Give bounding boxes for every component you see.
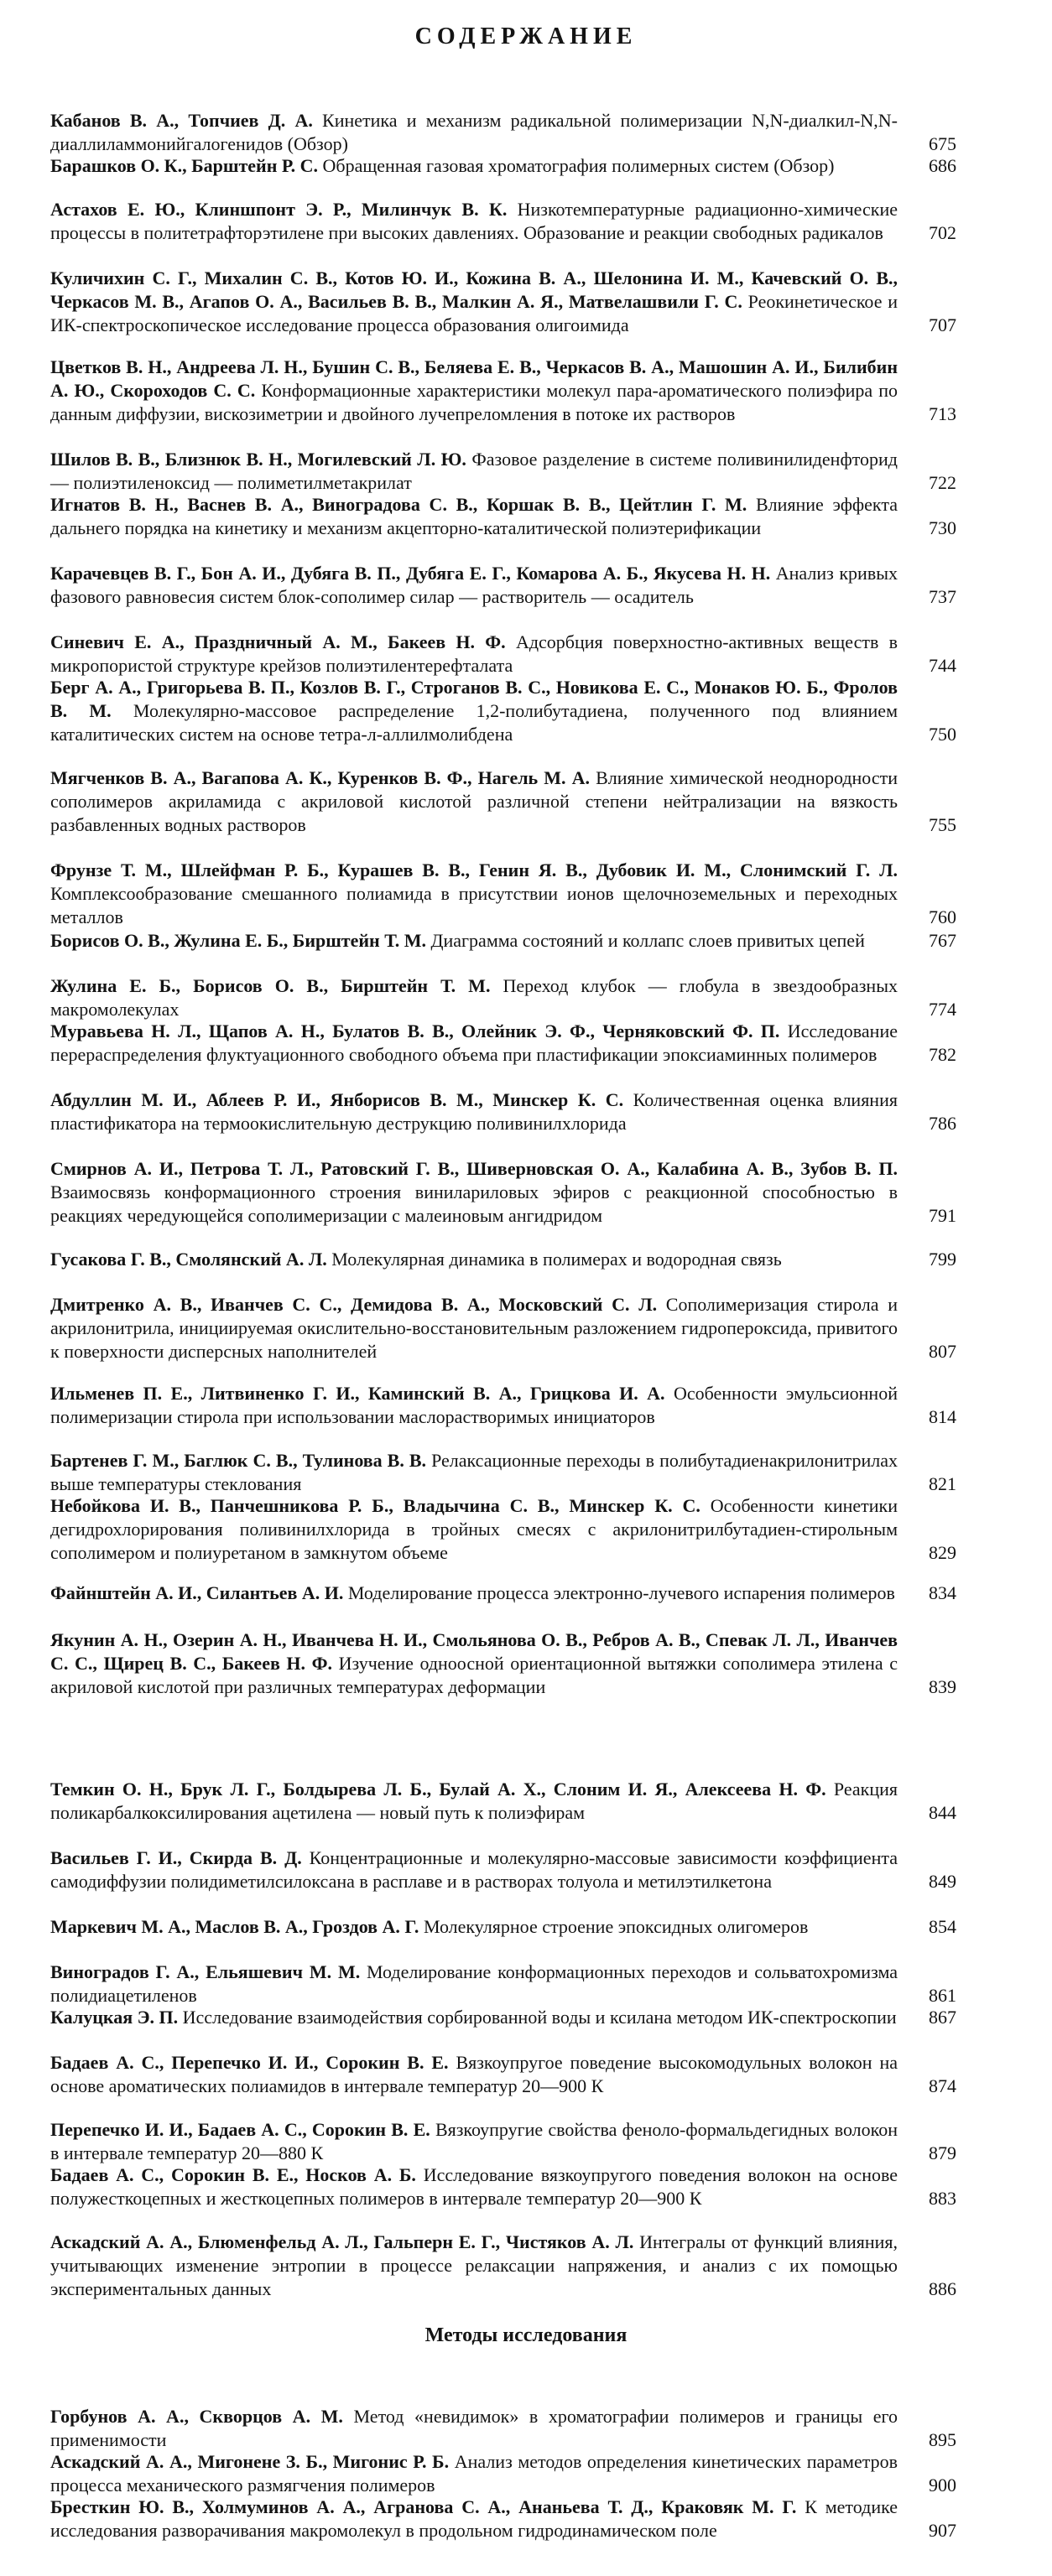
toc-page-number: 834	[929, 1582, 956, 1603]
toc-entry-text	[50, 267, 898, 337]
toc-entry	[50, 766, 956, 837]
toc-title: Влияние химической неоднородности сополимеров акриламида с акриловой кислотой различной степени нейтрализации на вязкость разбавленных водных растворов	[50, 767, 898, 835]
toc-title: Комплексообразование смешанного полиамида в присутствии ионов щелочноземельных и переходных металлов	[50, 883, 898, 927]
toc-authors: Дмитренко А. В., Иванчев С. С., Демидова В. А., Московский С. Л.	[50, 1294, 658, 1315]
toc-entry-text	[50, 1157, 898, 1228]
toc-authors: Карачевцев В. Г., Бон А. И., Дубяга В. П., Дубяга Е. Г., Комарова А. Б., Якусева Н. Н.	[50, 563, 771, 584]
toc-authors: Гусакова Г. В., Смолянский А. Л.	[50, 1249, 327, 1270]
toc-page-number: 722	[929, 472, 956, 493]
toc-page-number: 707	[929, 314, 956, 335]
toc-title: Вязкоупругое поведение высокомодульных волокон на основе ароматических полиамидов в интервале температур 20—900 К	[50, 2052, 898, 2096]
toc-entry-text	[50, 1778, 898, 1825]
toc-page-number: 767	[929, 930, 956, 951]
toc-entry	[50, 2118, 956, 2165]
toc-page-number: 702	[929, 222, 956, 243]
toc-entry	[50, 2231, 956, 2301]
toc-page-number: 861	[929, 1985, 956, 2006]
toc-entry	[50, 1020, 956, 1067]
toc-entry-text	[50, 631, 898, 678]
toc-page-number: 807	[929, 1341, 956, 1362]
toc-title: Моделирование процесса электронно-лучевого испарения полимеров	[343, 1582, 895, 1603]
toc-page-number: 782	[929, 1044, 956, 1065]
toc-authors: Небойкова И. В., Панчешникова Р. Б., Владычина С. В., Минскер К. С.	[50, 1495, 700, 1516]
toc-entry	[50, 1293, 956, 1363]
toc-entry-text	[50, 1248, 898, 1271]
toc-title: Молекулярная динамика в полимерах и водородная связь	[326, 1249, 782, 1270]
toc-title: Релаксационные переходы в полибутадиенакрилонитрилах выше температуры стеклования	[50, 1450, 898, 1494]
toc-title: Сополимеризация стирола и акрилонитрила, инициируемая окислительно-восстановительным разложением гидропероксида, привитого к поверхности дисперсных наполнителей	[50, 1294, 898, 1362]
toc-authors: Горбунов А. А., Скворцов А. М.	[50, 2406, 343, 2427]
toc-entry	[50, 493, 956, 540]
toc-page-number: 686	[929, 155, 956, 176]
toc-entry	[50, 2051, 956, 2098]
toc-entry-text	[50, 356, 898, 426]
toc-entry-text	[50, 676, 898, 746]
toc-authors: Маркевич М. А., Маслов В. А., Гроздов А. Г.	[50, 1916, 419, 1937]
toc-page-number: 879	[929, 2142, 956, 2163]
toc-title: Исследование вязкоупругого поведения волокон на основе полужесткоцепных и жесткоцепных полимеров в интервале температур 20—900 К	[50, 2164, 898, 2209]
toc-entry	[50, 1628, 956, 1699]
toc-entry-text	[50, 154, 898, 178]
toc-authors: Васильев Г. И., Скирда В. Д.	[50, 1847, 302, 1868]
toc-entry	[50, 562, 956, 609]
toc-page-number: 730	[929, 517, 956, 538]
toc-authors: Бадаев А. С., Перепечко И. И., Сорокин В. Е.	[50, 2052, 449, 2073]
toc-page-number: 750	[929, 724, 956, 745]
toc-page-number: 907	[929, 2520, 956, 2541]
toc-title: Особенности эмульсионной полимеризации стирола при использовании маслорастворимых инициаторов	[50, 1383, 898, 1427]
toc-title: Метод «невидимок» в хроматографии полимеров и границы его применимости	[50, 2406, 898, 2450]
toc-authors: Фрунзе Т. М., Шлейфман Р. Б., Курашев В. В., Генин Я. В., Дубовик И. М., Слонимский Г. Л.	[50, 860, 898, 880]
toc-page-number: 854	[929, 1916, 956, 1937]
toc-page-number: 737	[929, 586, 956, 607]
contents-heading: СОДЕРЖАНИЕ	[414, 23, 638, 49]
toc-entry-text	[50, 2450, 898, 2497]
toc-authors: Жулина Е. Б., Борисов О. В., Бирштейн Т. М.	[50, 975, 491, 996]
toc-entry-text	[50, 1846, 898, 1893]
toc-title: Диаграмма состояний и коллапс слоев привитых цепей	[425, 930, 865, 951]
toc-entry-text	[50, 1088, 898, 1135]
toc-entry	[50, 154, 956, 178]
toc-page-number: 900	[929, 2475, 956, 2496]
toc-title: Переход клубок — глобула в звездообразных макромолекулах	[50, 975, 898, 1020]
toc-authors: Борисов О. В., Жулина Е. Б., Бирштейн Т. М.	[50, 930, 426, 951]
toc-authors: Аскадский А. А., Мигонене З. Б., Мигонис Р. Б.	[50, 2451, 450, 2472]
toc-page-number: 760	[929, 906, 956, 927]
toc-entry	[50, 929, 956, 953]
toc-title: Изучение одноосной ориентационной вытяжки сополимера этилена с акриловой кислотой при различных температурах деформации	[50, 1653, 898, 1697]
toc-entry	[50, 1961, 956, 2007]
toc-entry-text	[50, 1449, 898, 1496]
toc-entry-text	[50, 2496, 898, 2542]
toc-page-number: 886	[929, 2278, 956, 2299]
toc-entry	[50, 1846, 956, 1893]
toc-entry	[50, 1157, 956, 1228]
toc-title: Исследование перераспределения флуктуационного свободного объема при пластификации эпоксиаминных полимеров	[50, 1021, 898, 1065]
toc-authors: Мягченков В. А., Вагапова А. К., Куренков В. Ф., Нагель М. А.	[50, 767, 591, 788]
toc-entry-text	[50, 2163, 898, 2210]
toc-entry-text	[50, 766, 898, 837]
toc-page-number: 814	[929, 1406, 956, 1427]
toc-page-number: 744	[929, 655, 956, 676]
toc-authors: Аскадский А. А., Блюменфельд А. Л., Гальперн Е. Г., Чистяков А. Л.	[50, 2231, 634, 2252]
toc-entry	[50, 448, 956, 495]
toc-entry-text	[50, 2405, 898, 2452]
toc-authors: Абдуллин М. И., Аблеев Р. И., Янборисов В. М., Минскер К. С.	[50, 1089, 624, 1110]
toc-page-number: 821	[929, 1473, 956, 1494]
toc-entry	[50, 974, 956, 1021]
toc-entry-text	[50, 1293, 898, 1363]
toc-authors: Куличихин С. Г., Михалин С. В., Котов Ю. И., Кожина В. А., Шелонина И. М., Качевский О. В., Черкасов М. В., Агапов О. А., Васильев В. В., Малкин А. Я., Матвелашвили Г. С.	[50, 267, 898, 312]
toc-entry-text	[50, 448, 898, 495]
toc-entry	[50, 356, 956, 426]
toc-title: Моделирование конформационных переходов и сольватохромизма полидиацетиленов	[50, 1961, 898, 2006]
toc-entry	[50, 1449, 956, 1496]
toc-entry-text	[50, 1628, 898, 1699]
toc-page-number: 713	[929, 403, 956, 424]
toc-title: Исследование взаимодействия сорбированной воды и ксилана методом ИК-спектроскопии	[178, 2007, 897, 2028]
toc-title: К методике исследования разворачивания макромолекул в продольном гидродинамическом поле	[50, 2496, 898, 2541]
toc-entry	[50, 1494, 956, 1565]
toc-title: Концентрационные и молекулярно-массовые зависимости коэффициента самодиффузии полидиметилсилоксана в расплаве и в растворах толуола и метилэтилкетона	[50, 1847, 898, 1892]
toc-authors: Астахов Е. Ю., Клиншпонт Э. Р., Милинчук В. К.	[50, 199, 508, 220]
toc-entry-text	[50, 493, 898, 540]
toc-page-number: 839	[929, 1676, 956, 1697]
toc-title: Молекулярно-массовое распределение 1,2-полибутадиена, полученного под влиянием каталитических систем на основе тетра-л-аллилмолибдена	[50, 700, 898, 745]
toc-page-number: 799	[929, 1249, 956, 1270]
toc-page-number: 867	[929, 2007, 956, 2028]
toc-authors: Якунин А. Н., Озерин А. Н., Иванчева Н. И., Смольянова О. В., Ребров А. В., Спевак Л. Л., Иванчев С. С., Щирец В. С., Бакеев Н. Ф.	[50, 1629, 898, 1674]
toc-entry	[50, 859, 956, 929]
toc-entry-text	[50, 1581, 898, 1605]
section-heading-methods: Методы исследования	[424, 2324, 628, 2346]
toc-title: Низкотемпературные радиационно-химические процессы в политетрафторэтилене при высоких давлениях. Образование и реакции свободных радикалов	[50, 199, 898, 243]
toc-page-number: 791	[929, 1205, 956, 1226]
toc-authors: Шилов В. В., Близнюк В. Н., Могилевский Л. Ю.	[50, 449, 466, 470]
toc-authors: Бадаев А. С., Сорокин В. Е., Носков А. Б.	[50, 2164, 416, 2185]
toc-entry-text	[50, 974, 898, 1021]
toc-authors: Муравьева Н. Л., Щапов А. Н., Булатов В. В., Олейник Э. Ф., Черняковский Ф. П.	[50, 1021, 780, 1041]
toc-authors: Темкин О. Н., Брук Л. Г., Болдырева Л. Б., Булай А. Х., Слоним И. Я., Алексеева Н. Ф.	[50, 1779, 826, 1800]
toc-authors: Перепечко И. И., Бадаев А. С., Сорокин В. Е.	[50, 2119, 430, 2140]
toc-entry-text	[50, 2051, 898, 2098]
toc-title: Реокинетическое и ИК-спектроскопическое исследование процесса образования олигоимида	[50, 291, 898, 335]
toc-entry-text	[50, 562, 898, 609]
toc-entry-text	[50, 1020, 898, 1067]
toc-authors: Калуцкая Э. П.	[50, 2007, 179, 2028]
toc-page-number: 786	[929, 1113, 956, 1134]
toc-entry	[50, 267, 956, 337]
toc-title: Взаимосвязь конформационного строения винилариловых эфиров с реакционной способностью в реакциях чередующейся сополимеризации с малеиновым ангидридом	[50, 1182, 898, 1226]
toc-title: Влияние эффекта дальнего порядка на кинетику и механизм акцепторно-каталитической полиэтерификации	[50, 494, 898, 538]
toc-authors: Кабанов В. А., Топчиев Д. А.	[50, 110, 313, 131]
toc-authors: Синевич Е. А., Праздничный А. М., Бакеев Н. Ф.	[50, 631, 506, 652]
toc-entry-text	[50, 109, 898, 156]
toc-authors: Барашков О. К., Барштейн Р. С.	[50, 155, 318, 176]
toc-entry	[50, 1778, 956, 1825]
toc-entry-text	[50, 859, 898, 929]
toc-entry	[50, 2405, 956, 2452]
toc-entry	[50, 1088, 956, 1135]
toc-entry	[50, 198, 956, 245]
toc-authors: Файнштейн А. И., Силантьев А. И.	[50, 1582, 344, 1603]
toc-title: Обращенная газовая хроматография полимерных систем (Обзор)	[318, 155, 835, 176]
toc-authors: Игнатов В. Н., Васнев В. А., Виноградова С. В., Коршак В. В., Цейтлин Г. М.	[50, 494, 747, 515]
toc-entry	[50, 676, 956, 746]
toc-page-number: 829	[929, 1542, 956, 1563]
toc-entry	[50, 2450, 956, 2497]
toc-page-number: 675	[929, 133, 956, 154]
toc-entry-text	[50, 2006, 898, 2029]
toc-entry	[50, 1248, 956, 1271]
toc-authors: Бартенев Г. М., Баглюк С. В., Тулинова В. В.	[50, 1450, 427, 1471]
toc-authors: Смирнов А. И., Петрова Т. Л., Ратовский Г. В., Шиверновская О. А., Калабина А. В., Зубов В. П.	[50, 1158, 898, 1179]
toc-entry-text	[50, 198, 898, 245]
toc-authors: Бресткин Ю. В., Холмуминов А. А., Агранова С. А., Ананьева Т. Д., Краковяк М. Г.	[50, 2496, 797, 2517]
toc-entry	[50, 1915, 956, 1939]
toc-entry	[50, 631, 956, 678]
toc-authors: Ильменев П. Е., Литвиненко Г. И., Каминский В. А., Грицкова И. А.	[50, 1383, 665, 1404]
toc-entry-text	[50, 2231, 898, 2301]
toc-entry-text	[50, 1494, 898, 1565]
toc-title: Молекулярное строение эпоксидных олигомеров	[419, 1916, 809, 1937]
toc-page-number: 895	[929, 2429, 956, 2450]
toc-entry-text	[50, 929, 898, 953]
toc-page-number: 755	[929, 814, 956, 835]
toc-entry	[50, 109, 956, 156]
toc-title: Адсорбция поверхностно-активных веществ в микропористой структуре крейзов полиэтилентерефталата	[50, 631, 898, 676]
toc-title: Реакция поликарбалкоксилирования ацетилена — новый путь к полиэфирам	[50, 1779, 898, 1823]
toc-title: Анализ кривых фазового равновесия систем блок-сополимер силар — растворитель — осадитель	[50, 563, 898, 607]
toc-title: Фазовое разделение в системе поливинилиденфторид — полиэтиленоксид — полиметилметакрилат	[50, 449, 898, 493]
toc-page-number: 883	[929, 2188, 956, 2209]
toc-title: Анализ методов определения кинетических параметров процесса механического размягчения полимеров	[50, 2451, 898, 2496]
toc-page-number: 849	[929, 1871, 956, 1892]
toc-page-number: 844	[929, 1802, 956, 1823]
toc-entry-text	[50, 1382, 898, 1429]
toc-entry	[50, 1382, 956, 1429]
toc-entry	[50, 2496, 956, 2542]
toc-entry	[50, 2163, 956, 2210]
toc-authors: Виноградов Г. А., Ельяшевич М. М.	[50, 1961, 361, 1982]
toc-title: Количественная оценка влияния пластификатора на термоокислительную деструкцию поливинилхлорида	[50, 1089, 898, 1134]
toc-title: Конформационные характеристики молекул пара-ароматического полиэфира по данным диффузии, вискозиметрии и двойного лучепреломления в потоке их растворов	[50, 380, 898, 424]
toc-authors: Берг А. А., Григорьева В. П., Козлов В. Г., Строганов В. С., Новикова Е. С., Монаков Ю. Б., Фролов В. М.	[50, 677, 898, 721]
toc-page-number: 774	[929, 999, 956, 1020]
toc-entry	[50, 1581, 956, 1605]
toc-authors: Цветков В. Н., Андреева Л. Н., Бушин С. В., Беляева Е. В., Черкасов В. А., Машошин А. И., Билибин А. Ю., Скороходов С. С.	[50, 356, 898, 401]
toc-entry-text	[50, 1961, 898, 2007]
toc-entry	[50, 2006, 956, 2029]
toc-page-number: 874	[929, 2075, 956, 2096]
toc-title: Вязкоупругие свойства феноло-формальдегидных волокон в интервале температур 20—880 К	[50, 2119, 898, 2163]
toc-title: Особенности кинетики дегидрохлорирования поливинилхлорида в тройных смесях с акрилонитрилбутадиен-стирольным сополимером и полиуретаном в замкнутом объеме	[50, 1495, 898, 1563]
toc-title: Кинетика и механизм радикальной полимеризации N,N-диалкил-N,N-диаллиламмонийгалогенидов (Обзор)	[50, 110, 898, 154]
toc-title: Интегралы от функций влияния, учитывающих изменение энтропии в процессе релаксации напряжения, и анализ с их помощью экспериментальных данных	[50, 2231, 898, 2299]
toc-entry-text	[50, 1915, 898, 1939]
toc-entry-text	[50, 2118, 898, 2165]
